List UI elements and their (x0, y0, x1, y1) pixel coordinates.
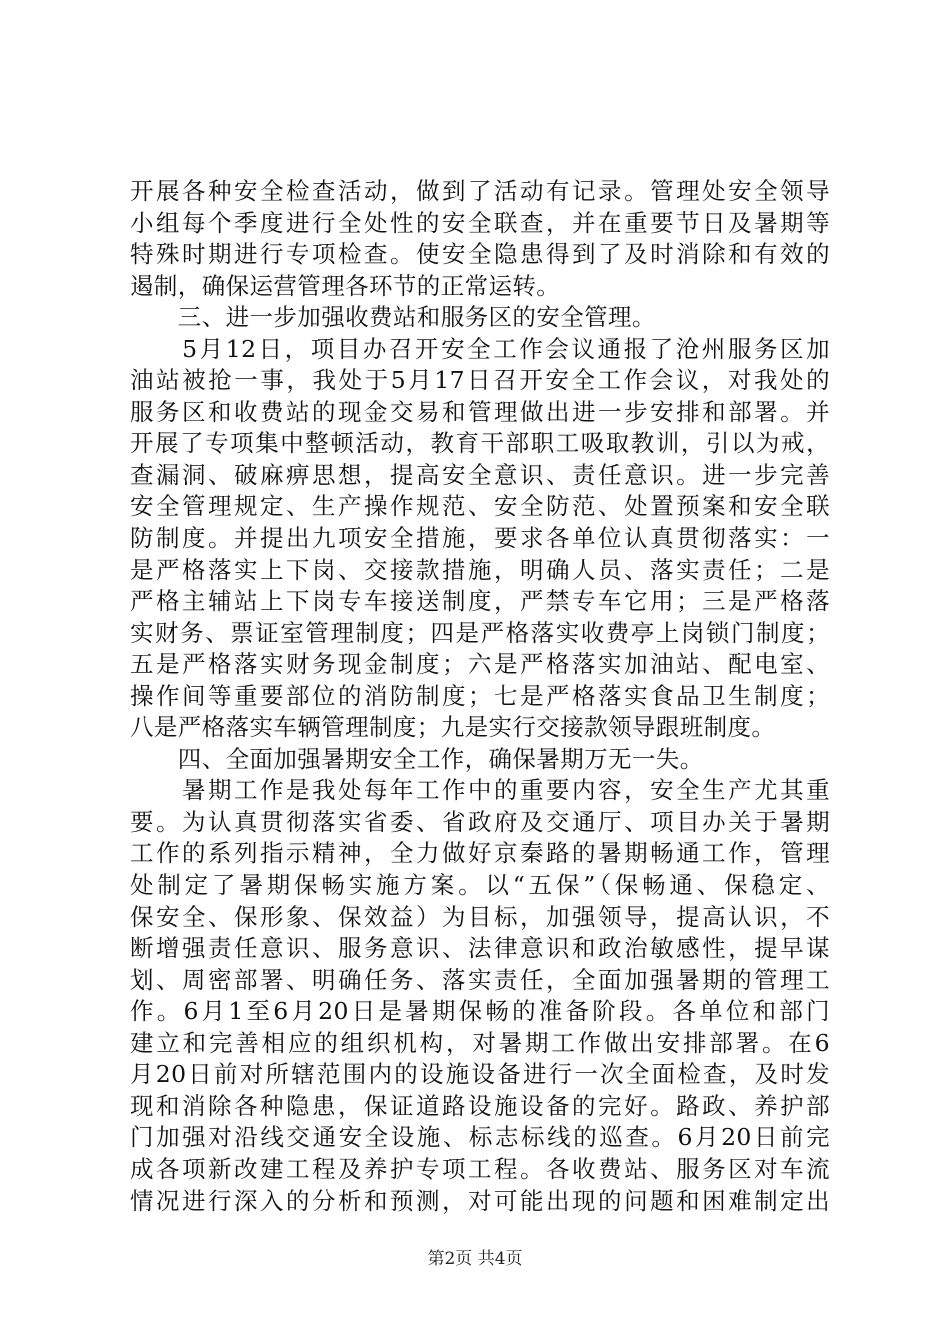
text-line: 遏制，确保运营管理各环节的正常运转。 (130, 271, 561, 300)
text-line: 开展了专项集中整顿活动，教育干部职工吸取教训，引以为戒， (130, 429, 830, 458)
text-line: 防制度。并提出九项安全措施，要求各单位认真贯彻落实：一 (130, 524, 830, 553)
text-line: 情况进行深入的分析和预测，对可能出现的问题和困难制定出 (130, 1186, 830, 1215)
text-line: 操作间等重要部位的消防制度；七是严格落实食品卫生制度； (130, 681, 830, 710)
text-line: 处制定了暑期保畅实施方案。以“五保”（保畅通、保稳定、 (130, 871, 830, 900)
text-line: 油站被抢一事，我处于5月17日召开安全工作会议，对我处的 (130, 366, 830, 395)
text-line: 保安全、保形象、保效益）为目标，加强领导，提高认识，不 (130, 902, 830, 931)
text-line: 工作的系列指示精神，全力做好京秦路的暑期畅通工作，管理 (130, 839, 830, 868)
text-line: 断增强责任意识、服务意识、法律意识和政治敏感性，提早谋 (130, 934, 830, 963)
text-line: 现和消除各种隐患，保证道路设施设备的完好。路政、养护部 (130, 1091, 830, 1120)
text-line: 查漏洞、破麻痹思想，提高安全意识、责任意识。进一步完善 (130, 460, 830, 489)
text-line: 是严格落实上下岗、交接款措施，明确人员、落实责任；二是 (130, 555, 830, 584)
text-line: 严格主辅站上下岗专车接送制度，严禁专车它用；三是严格落 (130, 587, 830, 616)
text-line: 实财务、票证室管理制度；四是严格落实收费亭上岗锁门制度； (130, 618, 830, 647)
text-line: 门加强对沿线交通安全设施、标志标线的巡查。6月20日前完 (130, 1123, 830, 1152)
text-line: 划、周密部署、明确任务、落实责任，全面加强暑期的管理工 (130, 965, 830, 994)
document-body (130, 176, 830, 1217)
page-footer: 第2页 共4页 (427, 1249, 523, 1269)
text-line: 成各项新改建工程及养护专项工程。各收费站、服务区对车流 (130, 1154, 830, 1183)
text-line: 月20日前对所辖范围内的设施设备进行一次全面检查，及时发 (130, 1060, 830, 1089)
text-line: 5月12日，项目办召开安全工作会议通报了沧州服务区加 (130, 334, 830, 363)
text-line: 建立和完善相应的组织机构，对暑期工作做出安排部署。在6 (130, 1028, 830, 1057)
text-line: 暑期工作是我处每年工作中的重要内容，安全生产尤其重 (130, 776, 830, 805)
text-line: 服务区和收费站的现金交易和管理做出进一步安排和部署。并 (130, 397, 830, 426)
text-line: 三、进一步加强收费站和服务区的安全管理。 (130, 303, 656, 332)
text-line: 八是严格落实车辆管理制度；九是实行交接款领导跟班制度。 (130, 713, 776, 742)
text-line: 作。6月1至6月20日是暑期保畅的准备阶段。各单位和部门 (130, 997, 830, 1026)
text-line: 特殊时期进行专项检查。使安全隐患得到了及时消除和有效的 (130, 240, 830, 269)
text-line: 安全管理规定、生产操作规范、安全防范、处置预案和安全联 (130, 492, 830, 521)
text-line: 开展各种安全检查活动，做到了活动有记录。管理处安全领导 (130, 177, 830, 205)
text-line: 五是严格落实财务现金制度；六是严格落实加油站、配电室、 (130, 650, 830, 679)
text-line: 要。为认真贯彻落实省委、省政府及交通厅、项目办关于暑期 (130, 807, 830, 836)
text-line: 四、全面加强暑期安全工作，确保暑期万无一失。 (130, 744, 704, 773)
text-line: 小组每个季度进行全处性的安全联查，并在重要节日及暑期等 (130, 208, 830, 237)
